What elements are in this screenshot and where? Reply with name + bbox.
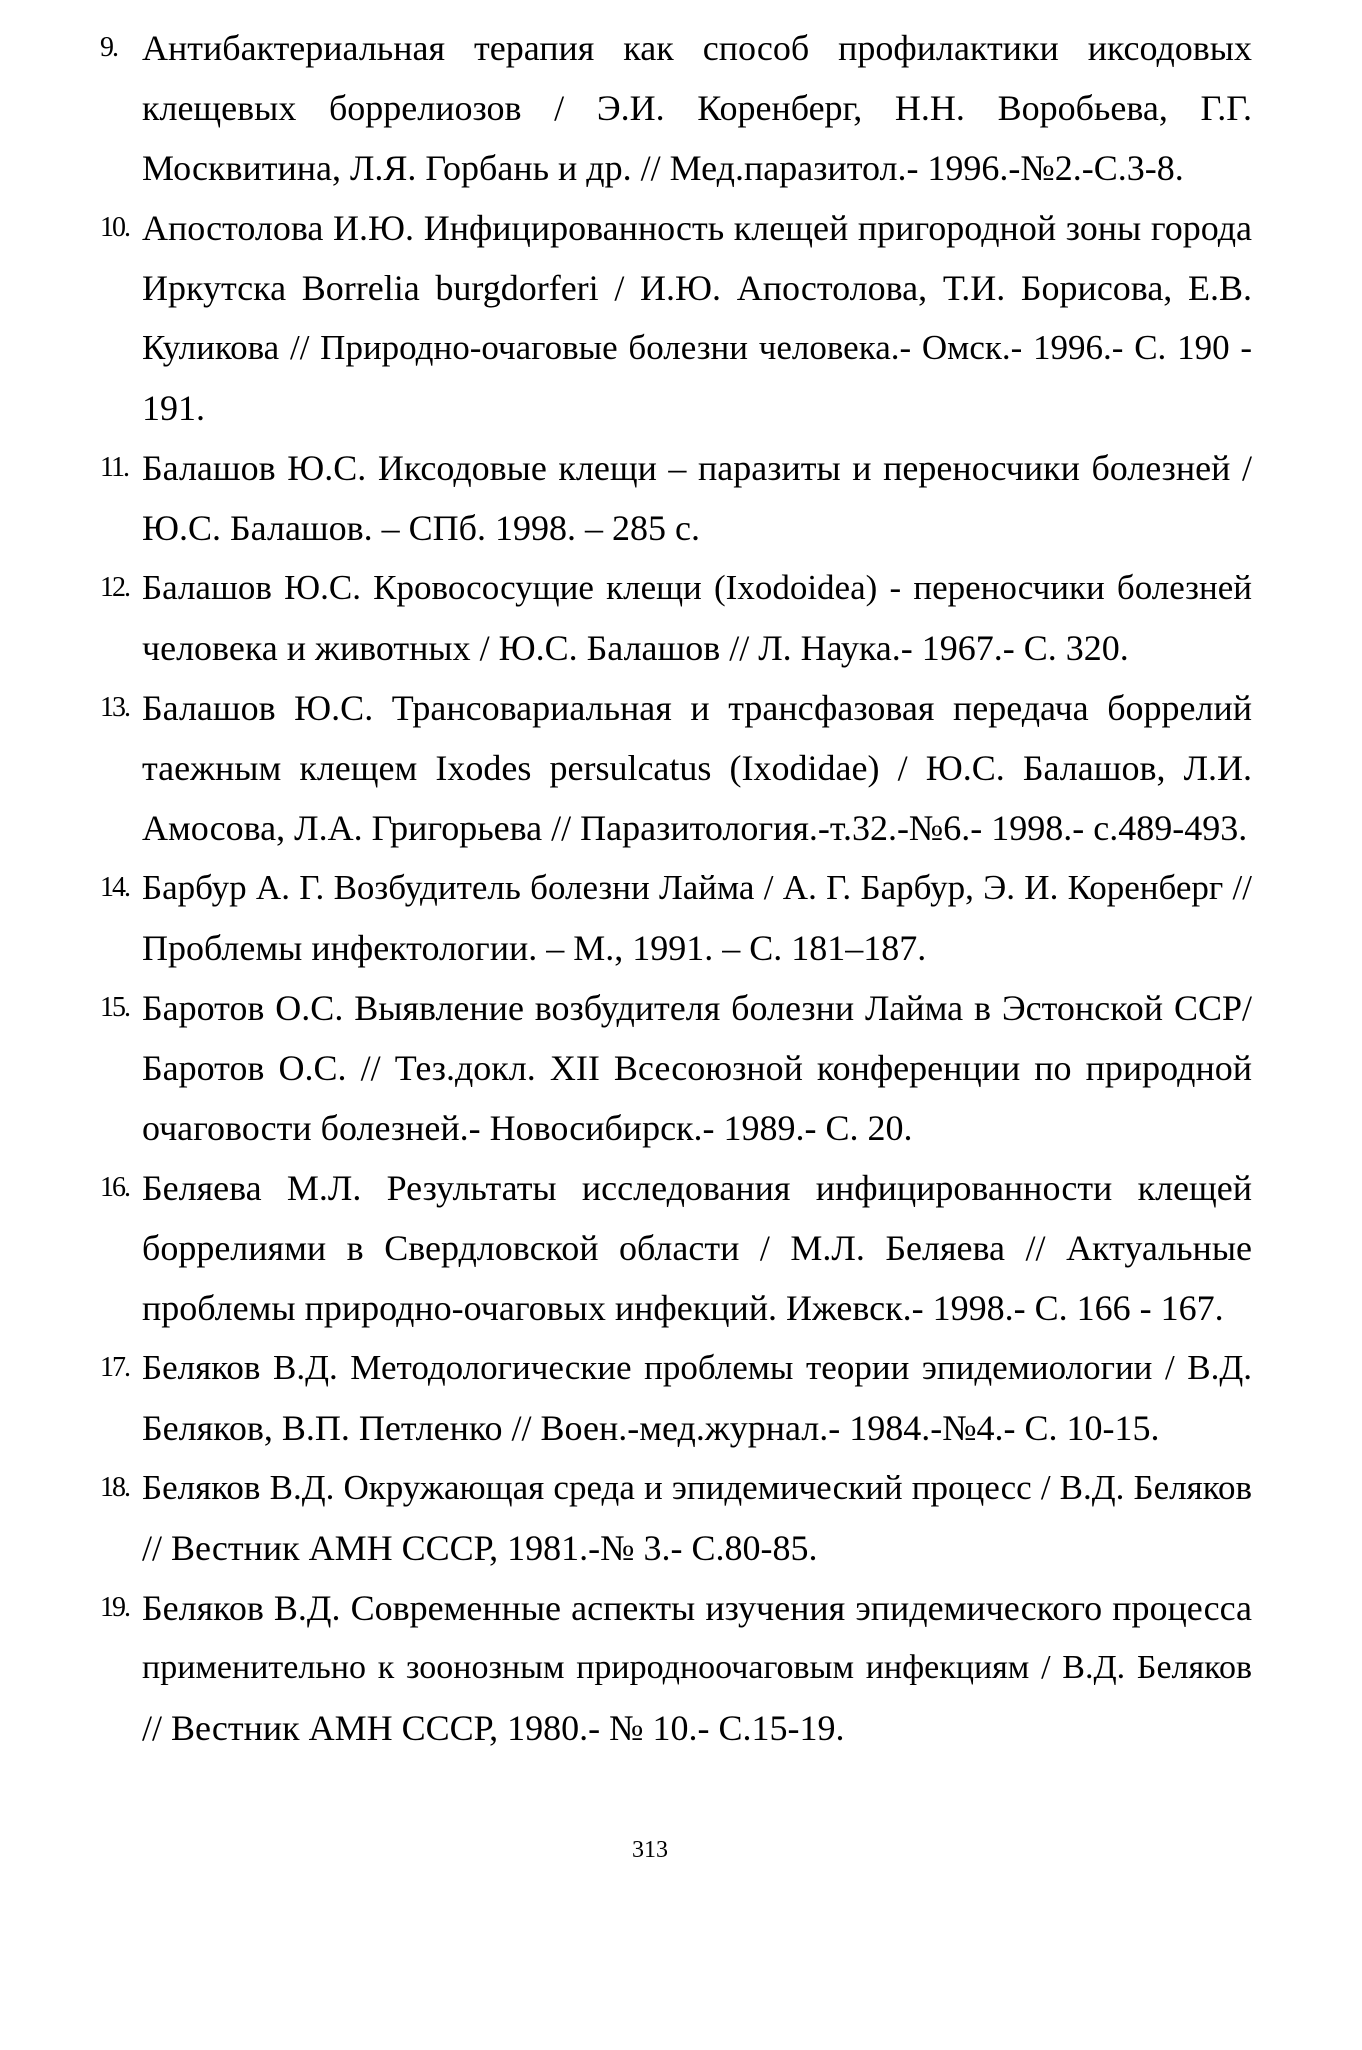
reference-line: Беляков В.Д. Окружающая среда и эпидемический процесс / В.Д. Беляков [142, 1468, 1252, 1507]
reference-line: Амосова, Л.А. Григорьева // Паразитология.-т.32.-№6.- 1998.- с.489-493. [142, 808, 1248, 848]
reference-line: таежным клещем Ixodes persulcatus (Ixodidae) / Ю.С. Балашов, Л.И. [142, 748, 1252, 788]
reference-number: 9. [100, 32, 117, 63]
reference-line: // Вестник АМН СССР, 1981.-№ 3.- С.80-85. [142, 1528, 818, 1568]
reference-line: боррелиями в Свердловской области / М.Л. Беляева // Актуальные [142, 1228, 1252, 1268]
reference-line: Проблемы инфектологии. – М., 1991. – С. 181–187. [142, 928, 927, 968]
reference-line: Баротов О.С. // Тез.докл. XII Всесоюзной конференции по природной [142, 1048, 1252, 1088]
reference-line: Беляков В.Д. Методологические проблемы теории эпидемиологии / В.Д. [142, 1348, 1252, 1387]
reference-line: Балашов Ю.С. Кровососущие клещи (Ixodoidea) - переносчики болезней [142, 568, 1252, 607]
reference-line: клещевых боррелиозов / Э.И. Коренберг, Н.Н. Воробьева, Г.Г. [142, 88, 1252, 128]
reference-line: // Вестник АМН СССР, 1980.- № 10.- С.15-19. [142, 1708, 845, 1748]
reference-line: 191. [142, 388, 205, 428]
reference-line: человека и животных / Ю.С. Балашов // Л. Наука.- 1967.- С. 320. [142, 628, 1129, 668]
reference-number: 18. [100, 1472, 129, 1503]
reference-line: Иркутска Borrelia burgdorferi / И.Ю. Апостолова, Т.И. Борисова, Е.В. [142, 268, 1252, 308]
reference-line: Ю.С. Балашов. – СПб. 1998. – 285 с. [142, 508, 700, 548]
reference-line: очаговости болезней.- Новосибирск.- 1989.- С. 20. [142, 1108, 913, 1148]
reference-line: Беляков В.Д. Современные аспекты изучения эпидемического процесса [142, 1588, 1252, 1628]
reference-number: 17. [100, 1352, 129, 1383]
reference-number: 10. [100, 212, 129, 243]
reference-line: Антибактериальная терапия как способ профилактики иксодовых [142, 28, 1252, 68]
reference-line: применительно к зоонозным природноочаговым инфекциям / В.Д. Беляков [142, 1649, 1252, 1686]
reference-number: 16. [100, 1172, 129, 1203]
reference-line: Москвитина, Л.Я. Горбань и др. // Мед.паразитол.- 1996.-№2.-С.3-8. [142, 148, 1184, 188]
reference-line: Беляева М.Л. Результаты исследования инфицированности клещей [142, 1168, 1252, 1208]
page-number: 313 [632, 1837, 668, 1863]
reference-line: Апостолова И.Ю. Инфицированность клещей пригородной зоны города [142, 208, 1252, 248]
reference-line: Баротов О.С. Выявление возбудителя болезни Лайма в Эстонской ССР/ [142, 988, 1252, 1028]
reference-number: 14. [100, 872, 129, 903]
reference-line: Балашов Ю.С. Иксодовые клещи – паразиты и переносчики болезней / [142, 448, 1252, 488]
reference-number: 12. [100, 572, 129, 603]
reference-line: Беляков, В.П. Петленко // Воен.-мед.журнал.- 1984.-№4.- С. 10-15. [142, 1408, 1160, 1448]
reference-line: Балашов Ю.С. Трансовариальная и трансфазовая передача боррелий [142, 688, 1252, 728]
reference-line: Куликова // Природно-очаговые болезни человека.- Омск.- 1996.- С. 190 - [142, 328, 1252, 367]
reference-number: 11. [100, 452, 128, 483]
reference-number: 19. [100, 1592, 129, 1623]
reference-number: 13. [100, 692, 129, 723]
reference-line: проблемы природно-очаговых инфекций. Ижевск.- 1998.- С. 166 - 167. [142, 1288, 1224, 1328]
reference-number: 15. [100, 992, 129, 1023]
reference-line: Барбур А. Г. Возбудитель болезни Лайма / А. Г. Барбур, Э. И. Коренберг // [142, 868, 1252, 907]
